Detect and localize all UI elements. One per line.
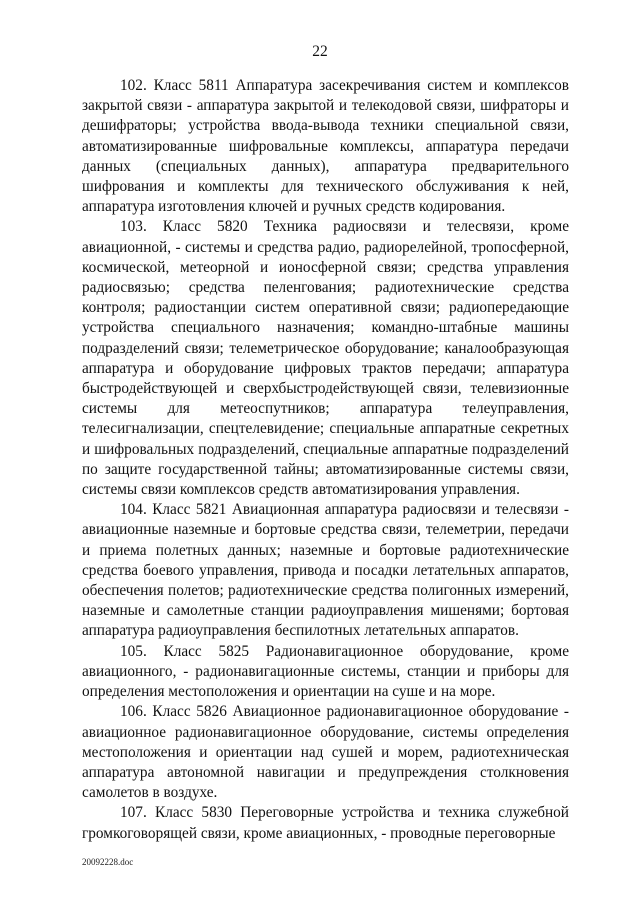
document-body <box>82 76 569 844</box>
footer-filename: 20092228.doc <box>82 857 134 867</box>
paragraph-103: 103. Класс 5820 Техника радиосвязи и телесвязи, кроме авиационной, - системы и средства радио, радиорелейной, тропосферной, космической, метеорной и ионосферной связи; средства управления радиосвязью; средства пеленгования; радиотехнические средства контроля; радиостанции систем оперативной связи; радиопередающие устройства специального назначения; командно-штабные машины подразделений связи; телеметрическое оборудование; каналообразующая аппаратура и оборудование цифровых трактов передачи; аппаратура быстродействующей и сверхбыстродействующей связи, телевизионные системы для метеоспутников; аппаратура телеуправления, телесигнализации, спецтелевидение; специальные аппаратные секретных и шифровальных подразделений, специальные аппаратные подразделений по защите государственной тайны; автоматизированные системы связи, системы связи комплексов средств автоматизирования управления. <box>82 218 569 499</box>
page-number: 22 <box>312 43 328 60</box>
paragraph-105: 105. Класс 5825 Радионавигационное оборудование, кроме авиационного, - радионавигационные системы, станции и приборы для определения местоположения и ориентации на суше и на море. <box>82 642 569 701</box>
paragraph-102: 102. Класс 5811 Аппаратура засекречивания систем и комплексов закрытой связи - аппаратура закрытой и телекодовой связи, шифраторы и дешифраторы; устройства ввода-вывода техники специальной связи, автоматизированные шифровальные комплексы, аппаратура передачи данных (специальных данных), аппаратура предварительного шифрования и комплекты для технического обслуживания к ней, аппаратура изготовления ключей и ручных средств кодирования. <box>82 77 569 216</box>
paragraph-107: 107. Класс 5830 Переговорные устройства и техника служебной громкоговорящей связи, кроме авиационных, - проводные переговорные <box>82 804 569 842</box>
paragraph-106: 106. Класс 5826 Авиационное радионавигационное оборудование - авиационное радионавигационное оборудование, системы определения местоположения и ориентации над сушей и морем, радиотехническая аппаратура автономной навигации и предупреждения столкновения самолетов в воздухе. <box>82 703 569 802</box>
paragraph-104: 104. Класс 5821 Авиационная аппаратура радиосвязи и телесвязи - авиационные наземные и бортовые средства связи, телеметрии, передачи и приема полетных данных; наземные и бортовые радиотехнические средства боевого управления, привода и посадки летательных аппаратов, обеспечения полетов; радиотехнические средства полигонных измерений, наземные и самолетные станции радиоуправления мишенями; бортовая аппаратура радиоуправления беспилотных летательных аппаратов. <box>82 501 569 640</box>
